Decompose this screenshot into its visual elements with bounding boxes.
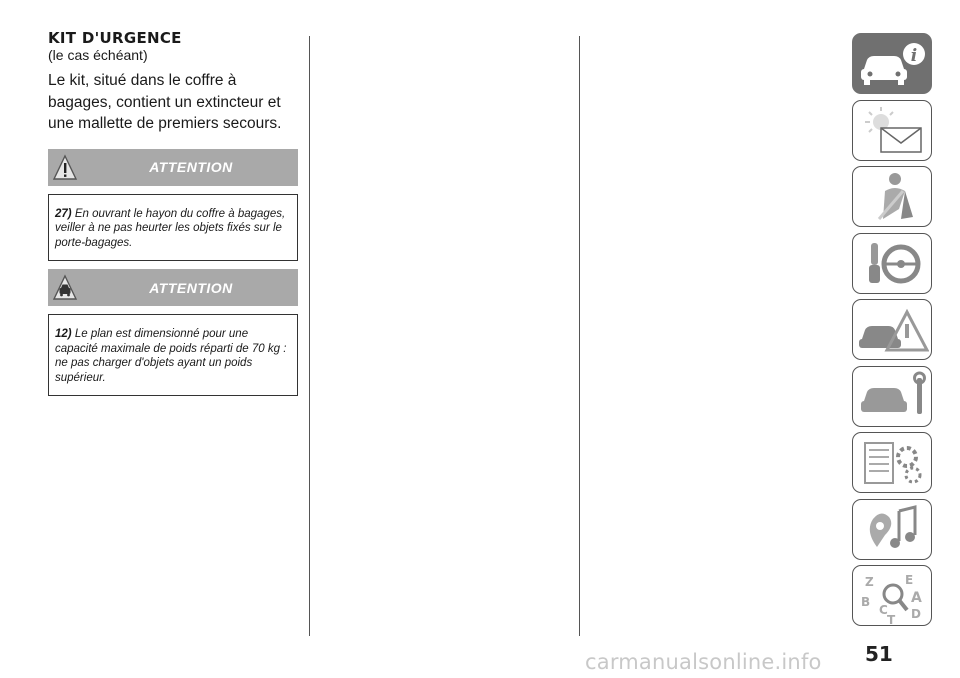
tab-multimedia[interactable]	[852, 499, 932, 560]
car-emergency-icon	[855, 302, 929, 358]
tab-car-emergency[interactable]	[852, 299, 932, 360]
warning-number: 27)	[55, 207, 72, 220]
tab-seat-safety[interactable]	[852, 166, 932, 227]
index-letter: B	[861, 594, 871, 609]
index-letter: C	[879, 602, 888, 617]
index-letter: A	[911, 589, 922, 606]
warning-box-1	[48, 194, 298, 262]
column-divider-2	[579, 36, 580, 636]
svg-text:i: i	[910, 45, 918, 66]
index-icon	[855, 568, 929, 624]
watermark: carmanualsonline.info	[585, 650, 822, 674]
tab-lights-message[interactable]	[852, 100, 932, 161]
key-steering-icon	[855, 235, 929, 291]
warning-triangle-icon	[52, 154, 78, 182]
column-divider-1	[309, 36, 310, 636]
tab-car-maintenance[interactable]	[852, 366, 932, 427]
section-body: Le kit, situé dans le coffre à bagages, contient un extincteur et une mallette de premiers secours.	[48, 72, 282, 132]
tab-car-info[interactable]	[852, 33, 932, 94]
seat-safety-icon	[855, 169, 929, 225]
warning-text: Le plan est dimensionné pour une capacité maximale de poids réparti de 70 kg : ne pas charger d'objets ayant un poids supérieur.	[55, 328, 287, 384]
index-letter: D	[911, 606, 921, 621]
index-letter: E	[905, 572, 914, 587]
warning-header-label: ATTENTION	[149, 279, 233, 296]
index-letter: T	[887, 612, 896, 624]
chapter-tabs	[852, 33, 934, 632]
lights-message-icon	[855, 102, 929, 158]
section-title: KIT D'URGENCE	[48, 29, 182, 47]
technical-data-icon	[855, 435, 929, 491]
warning-header-2	[48, 269, 298, 306]
tab-technical-data[interactable]	[852, 432, 932, 493]
warning-text: En ouvrant le hayon du coffre à bagages, veiller à ne pas heurter les objets fixés sur le porte-bagages.	[55, 207, 286, 249]
index-letter: Z	[865, 574, 874, 589]
warning-header-1	[48, 149, 298, 186]
page-number: 51	[865, 642, 893, 666]
warning-number: 12)	[55, 328, 72, 340]
warning-header-label: ATTENTION	[149, 159, 233, 175]
car-info-icon	[855, 36, 929, 92]
tab-index[interactable]	[852, 565, 932, 626]
car-maintenance-icon	[855, 368, 929, 424]
tab-key-steering[interactable]	[852, 233, 932, 294]
car-environment-icon	[52, 274, 78, 302]
warning-box-2	[48, 314, 298, 396]
section-subtitle: (le cas échéant)	[48, 47, 148, 63]
multimedia-icon	[855, 501, 929, 557]
left-column	[48, 30, 298, 396]
